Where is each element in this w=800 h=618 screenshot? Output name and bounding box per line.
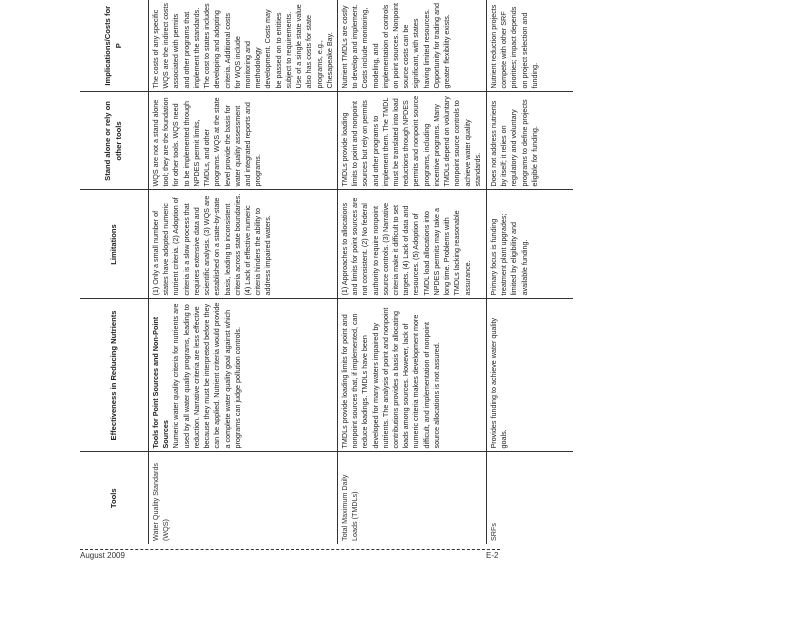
limitations-text: (1) Approaches to allocations and limits for point sources are not consistent. (2) No federal authority to require nonpoint source controls. (3) Narrative criteria make it difficult to set targets. (4) Lack of data and resources. (5) Adoption of TMDL load allocations into NPDES permits may take a long time. Problems with TMDLs lacking reasonable assurance. <box>339 197 472 296</box>
effectiveness-text: Numeric water quality criteria for nutrients are used by all water quality programs, leading to reduction. Narrative criteria are less effective because they must be interpreted before they can be applied. Nutrient criteria would provide a complete water quality goal against which programs can judge pollution controls. <box>171 302 242 449</box>
footer-page-number: E-2 <box>486 551 499 560</box>
table-row <box>486 0 573 544</box>
header-stand-alone: Stand alone or rely on other tools <box>80 92 149 190</box>
stand-alone-text: Does not address nutrients by itself; it relies on regulatory and voluntary programs to define projects eligible for funding. <box>488 99 539 187</box>
cell-tool <box>486 452 573 544</box>
footer-date: August 2009 <box>80 551 125 560</box>
limitations-text: Primary focus is funding treatment plant upgrades; limited by eligibility and available funding. <box>488 213 529 296</box>
tools-comparison-table <box>80 0 573 544</box>
cell-stand-alone <box>149 92 338 190</box>
header-implications: Implications/Costs for P <box>103 5 123 86</box>
cell-effectiveness <box>149 299 338 452</box>
stand-alone-text: TMDLs provide loading limits to point and nonpoint sources but rely on permits and other programs to implement them. The TMDL must be translated into load reductions through NPDES permits and nonpoint source programs, including incentive programs. Many TMDLs depend on voluntary nonpoint source controls to achieve water quality standards. <box>339 95 482 187</box>
header-tools: Tools <box>80 452 149 544</box>
effectiveness-text: TMDLs provide loading limits for point and nonpoint sources that, if implemented, can reduce loadings. TMDLs have been developed for many waters impaired by nutrients. The analysis of point and nonpoint contributions provides a basis for allocating loads among sources. However, lack of numeric criteria makes development more difficult, and implementation of nonpoint source allocations is not assured. <box>339 307 441 449</box>
limitations-text: (1) Only a small number of states have adopted numeric nutrient criteria. (2) Adoption of criteria is a slow process that requires extensive data and scientific analysis. (3) WQS are established on a state-by-state basis, leading to inconsistent criteria across state boundaries. (4) Lack of effective numeric criteria hinders the ability to address impaired waters. <box>151 193 273 296</box>
cell-tool <box>337 452 486 544</box>
implications-text: Nutrient TMDLs are costly to develop and implement. Costs include monitoring, modeling, and implementation of controls on point sources. Nonpoint source costs can be significant, with states having limited resources. Opportunity for trading and greater flexibility exists. <box>339 2 452 89</box>
cell-limitations <box>337 190 486 299</box>
table-row <box>149 0 338 544</box>
cell-implications <box>337 0 486 92</box>
cell-implications <box>149 0 338 92</box>
cell-stand-alone <box>337 92 486 190</box>
cell-tool <box>149 452 338 544</box>
implications-text: The costs of any specific WQS are the indirect costs associated with permits and other programs that implement the standards. The cost to states includes developing and adopting criteria. Additional costs for WQS include monitoring and methodology development. Costs may be passed on to entities subject to requirements. Use of a single state value also has costs for state programs, e.g., Chesapeake Bay. <box>151 3 334 89</box>
cell-limitations <box>486 190 573 299</box>
cell-stand-alone <box>486 92 573 190</box>
table-row <box>337 0 486 544</box>
footer-divider <box>80 549 500 550</box>
cell-implications <box>486 0 573 92</box>
table-header-row <box>80 0 149 544</box>
cell-effectiveness <box>337 299 486 452</box>
effectiveness-text: Provides funding to achieve water quality goals. <box>488 317 509 449</box>
tool-name: Total Maximum Daily Loads (TMDLs) <box>339 474 360 541</box>
header-limitations: Limitations <box>80 190 149 299</box>
cell-effectiveness <box>486 299 573 452</box>
stand-alone-text: WQS are not a stand alone tool; they are the foundation for other tools. WQS need to be implemented through NPDES permit limits, TMDLs, and other programs. WQS at the state level provide the basis for water quality assessment and integrated reports and programs. <box>151 97 263 187</box>
tool-name: Water Quality Standards (WQS) <box>151 462 171 541</box>
section-lead: Tools for Point Sources and Non-Point Sources <box>151 316 171 449</box>
cell-limitations <box>149 190 338 299</box>
header-effectiveness: Effectiveness in Reducing Nutrients <box>80 299 149 452</box>
tool-name: SRFs <box>488 523 498 541</box>
rotated-table-wrapper <box>80 0 539 544</box>
implications-text: Nutrient reduction projects compete with other SRF priorities; impact depends on project selection and funding. <box>488 4 539 89</box>
